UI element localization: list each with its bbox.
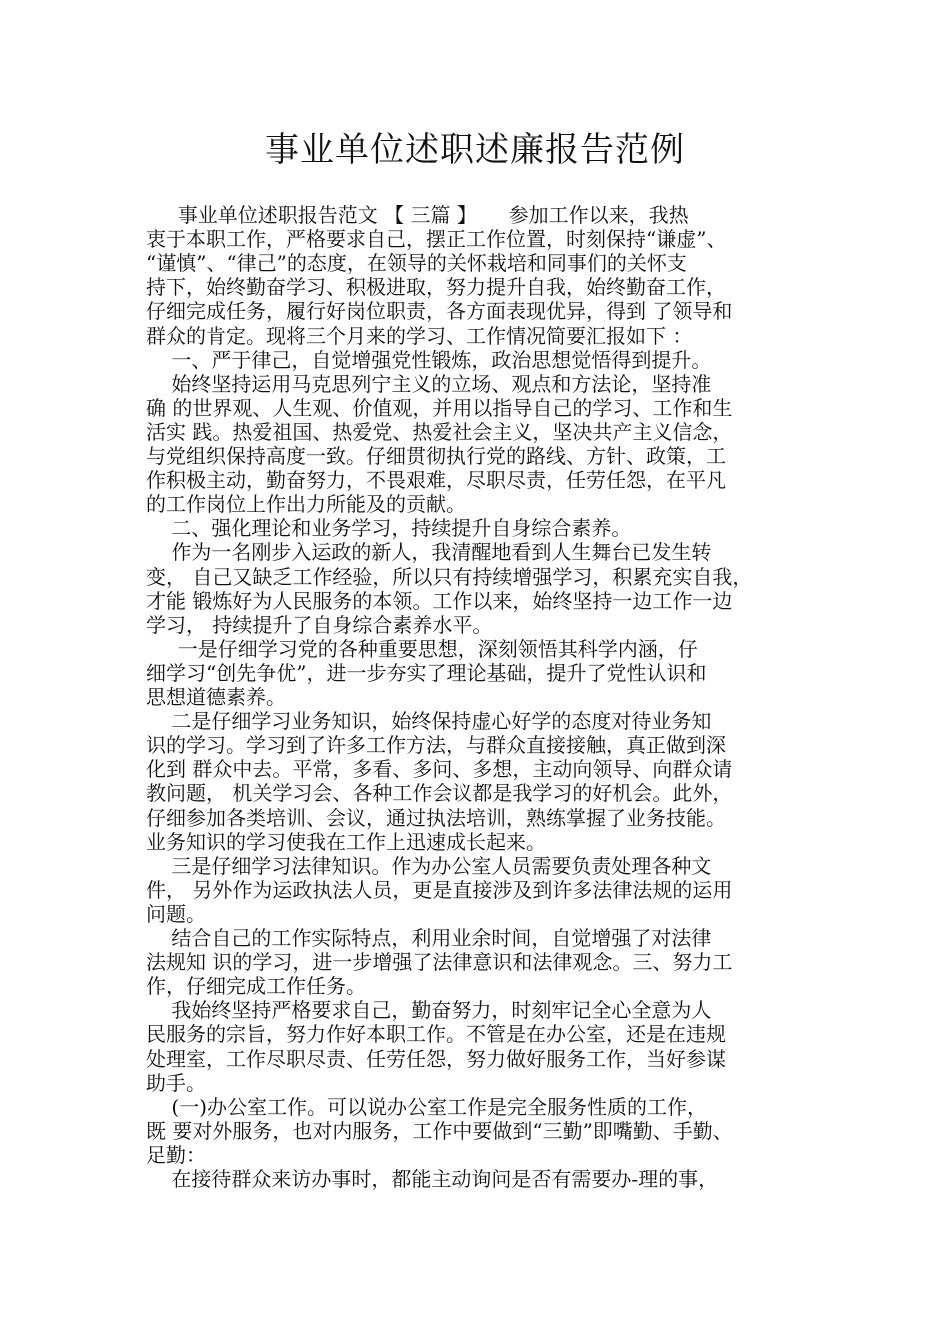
text-line: 一是仔细学习党的各种重要思想，深刻领悟其科学内涵，仔 — [146, 637, 698, 661]
text-line: 三是仔细学习法律知识。作为办公室人员需要负责处理各种文 — [146, 854, 712, 878]
text-line: 始终坚持运用马克思列宁主义的立场、观点和方法论，坚持准 — [146, 372, 712, 396]
text-line: 问题。 — [146, 902, 206, 926]
text-line: 与党组织保持高度一致。仔细贯彻执行党的路线、方针、政策，工 — [146, 444, 726, 468]
text-line: 仔细完成任务，履行好岗位职责，各方面表现优异，得到 了领导和 — [146, 299, 733, 323]
text-line: 才能 锻炼好为人民服务的本领。工作以来，始终坚持一边工作一边 — [146, 589, 733, 613]
text-line: 既 要对外服务，也对内服务，工作中要做到“三勤”即嘴勤、手勤、 — [146, 1119, 733, 1143]
text-line: 学习， 持续提升了自身综合素养水平。 — [146, 613, 493, 637]
text-line: 结合自己的工作实际特点，利用业余时间，自觉增强了对法律 — [146, 926, 712, 950]
text-line: 一、严于律己，自觉增强党性锻炼，政治思想觉悟得到提升。 — [146, 348, 712, 372]
text-line: 作，仔细完成工作任务。 — [146, 974, 366, 998]
text-line: 衷于本职工作，严格要求自己，摆正工作位置，时刻保持“谦虚”、 — [146, 227, 727, 251]
text-line: 助手。 — [146, 1071, 206, 1095]
text-line: 群众的肯定。现将三个月来的学习、工作情况简要汇报如下 ： — [146, 324, 693, 348]
text-line: 化到 群众中去。平常，多看、多问、多想，主动向领导、向群众请 — [146, 757, 733, 781]
text-line: 二是仔细学习业务知识，始终保持虚心好学的态度对待业务知 — [146, 709, 712, 733]
text-line: 确 的世界观、人生观、价值观，并用以指导自己的学习、工作和生 — [146, 396, 733, 420]
text-line: 作积极主动，勤奋努力，不畏艰难，尽职尽责，任劳任怨，在平凡 — [146, 468, 726, 492]
text-line: 业务知识的学习使我在工作上迅速成长起来。 — [146, 830, 546, 854]
text-line: 足勤： — [146, 1143, 206, 1167]
text-line: 法规知 识的学习，进一步增强了法律意识和法律观念。三、努力工 — [146, 950, 733, 974]
text-line: 细学习“创先争优”，进一步夯实了理论基础，提升了党性认识和 — [146, 661, 707, 685]
text-line: “谨慎”、“律己”的态度，在领导的关怀栽培和同事们的关怀支 — [146, 251, 687, 275]
text-line: 教问题， 机关学习会、各种工作会议都是我学习的好机会。此外， — [146, 781, 733, 805]
text-line: 思想道德素养。 — [146, 685, 286, 709]
text-line: 变， 自己又缺乏工作经验，所以只有持续增强学习，积累充实自我， — [146, 565, 753, 589]
text-line: 的工作岗位上作出力所能及的贡献。 — [146, 492, 466, 516]
document-title: 事业单位述职述廉报告范例 — [265, 130, 685, 170]
text-line: 民服务的宗旨，努力作好本职工作。不管是在办公室，还是在违规 — [146, 1022, 726, 1046]
text-line: 识的学习。学习到了许多工作方法，与群众直接接触，真正做到深 — [146, 733, 726, 757]
text-line: 二、强化理论和业务学习，持续提升自身综合素养。 — [146, 516, 632, 540]
text-line: 活实 践。热爱祖国、热爱党、热爱社会主义，坚决共产主义信念， — [146, 420, 733, 444]
text-line: 处理室，工作尽职尽责、任劳任怨，努力做好服务工作，当好参谋 — [146, 1047, 726, 1071]
text-line: 件， 另外作为运政执法人员，更是直接涉及到许多法律法规的运用 — [146, 878, 733, 902]
text-line: 事业单位述职报告范文 【 三篇 】 参加工作以来，我热 — [146, 203, 689, 227]
text-line: (一)办公室工作。可以说办公室工作是完全服务性质的工作， — [146, 1095, 708, 1119]
text-line: 持下，始终勤奋学习、积极进取，努力提升自我，始终勤奋工作， — [146, 275, 726, 299]
text-line: 在接待群众来访办事时，都能主动询问是否有需要办-理的事， — [146, 1167, 719, 1191]
text-line: 我始终坚持严格要求自己，勤奋努力，时刻牢记全心全意为人 — [146, 998, 712, 1022]
text-line: 仔细参加各类培训、会议，通过执法培训，熟练掌握了业务技能。 — [146, 806, 726, 830]
text-line: 作为一名刚步入运政的新人，我清醒地看到人生舞台已发生转 — [146, 540, 712, 564]
